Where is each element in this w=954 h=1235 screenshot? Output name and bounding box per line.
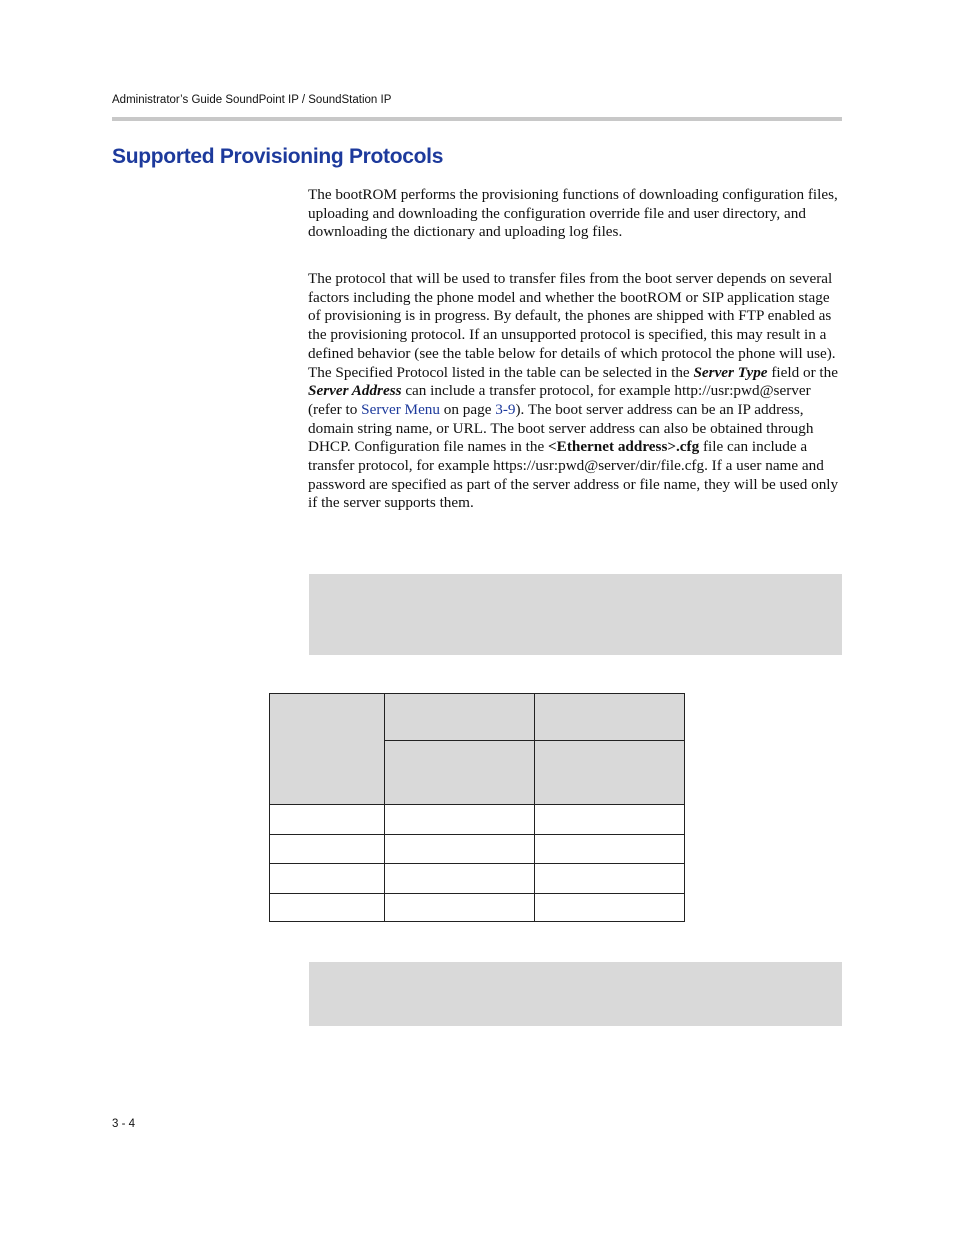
page-ref-link[interactable]: 3-9 — [495, 400, 516, 418]
header-rule — [112, 117, 842, 121]
table-cell — [534, 834, 685, 864]
running-header: Administrator’s Guide SoundPoint IP / SoundStation IP — [112, 94, 392, 106]
protocol-table — [269, 693, 685, 922]
text-run: ). The boot server address can be an IP address, domain string name, or URL. The boot server address can also be obtained through DHCP. Configuration file names in the — [308, 400, 814, 456]
table-header-cell — [269, 693, 385, 805]
note-box — [309, 574, 842, 655]
table-cell — [534, 804, 685, 835]
server-address-term: Server Address — [308, 382, 402, 400]
note-box — [309, 962, 842, 1026]
table-cell — [269, 834, 385, 864]
text-run: on page — [440, 400, 496, 418]
table-cell — [269, 893, 385, 922]
server-menu-link[interactable]: Server Menu — [361, 400, 440, 418]
table-cell — [384, 834, 535, 864]
protocol-paragraph — [308, 270, 842, 513]
table-cell — [269, 804, 385, 835]
table-header-cell — [534, 740, 685, 805]
table-header-cell — [384, 693, 535, 741]
table-cell — [384, 804, 535, 835]
table-header-cell — [534, 693, 685, 741]
intro-paragraph: The bootROM performs the provisioning functions of downloading configuration files, uploading and downloading the configuration override file and user directory, and downloading the dictionary and uploading log files. — [308, 186, 838, 241]
page-number: 3 - 4 — [112, 1118, 136, 1130]
text-run: file can include a transfer protocol, for example https://usr:pwd@server/dir/file.cfg. If a user name and password are specified as part of the server address or file name, they will be used only if the server supports them. — [308, 438, 839, 512]
table-cell — [269, 863, 385, 894]
table-cell — [384, 863, 535, 894]
server-type-term: Server Type — [693, 363, 768, 381]
text-run: field or the — [767, 363, 838, 381]
table-cell — [534, 893, 685, 922]
table-cell — [534, 863, 685, 894]
table-cell — [384, 893, 535, 922]
text-run: The protocol that will be used to transfer files from the boot server depends on several factors including the phone model and whether the bootROM or SIP application stage of provisioning is in progress. By default, the phones are shipped with FTP enabled as the provisioning protocol. If an unsupported protocol is specified, this may result in a defined behavior (see the table below for details of which protocol the phone will use). The Specified Protocol listed in the table can be selected in the — [308, 270, 836, 381]
section-title: Supported Provisioning Protocols — [112, 145, 444, 168]
table-header-cell — [384, 740, 535, 805]
ethernet-cfg-term: <Ethernet address>.cfg — [548, 438, 700, 456]
text-run: can include a transfer protocol, for example http://usr:pwd@server (refer to — [308, 382, 811, 418]
